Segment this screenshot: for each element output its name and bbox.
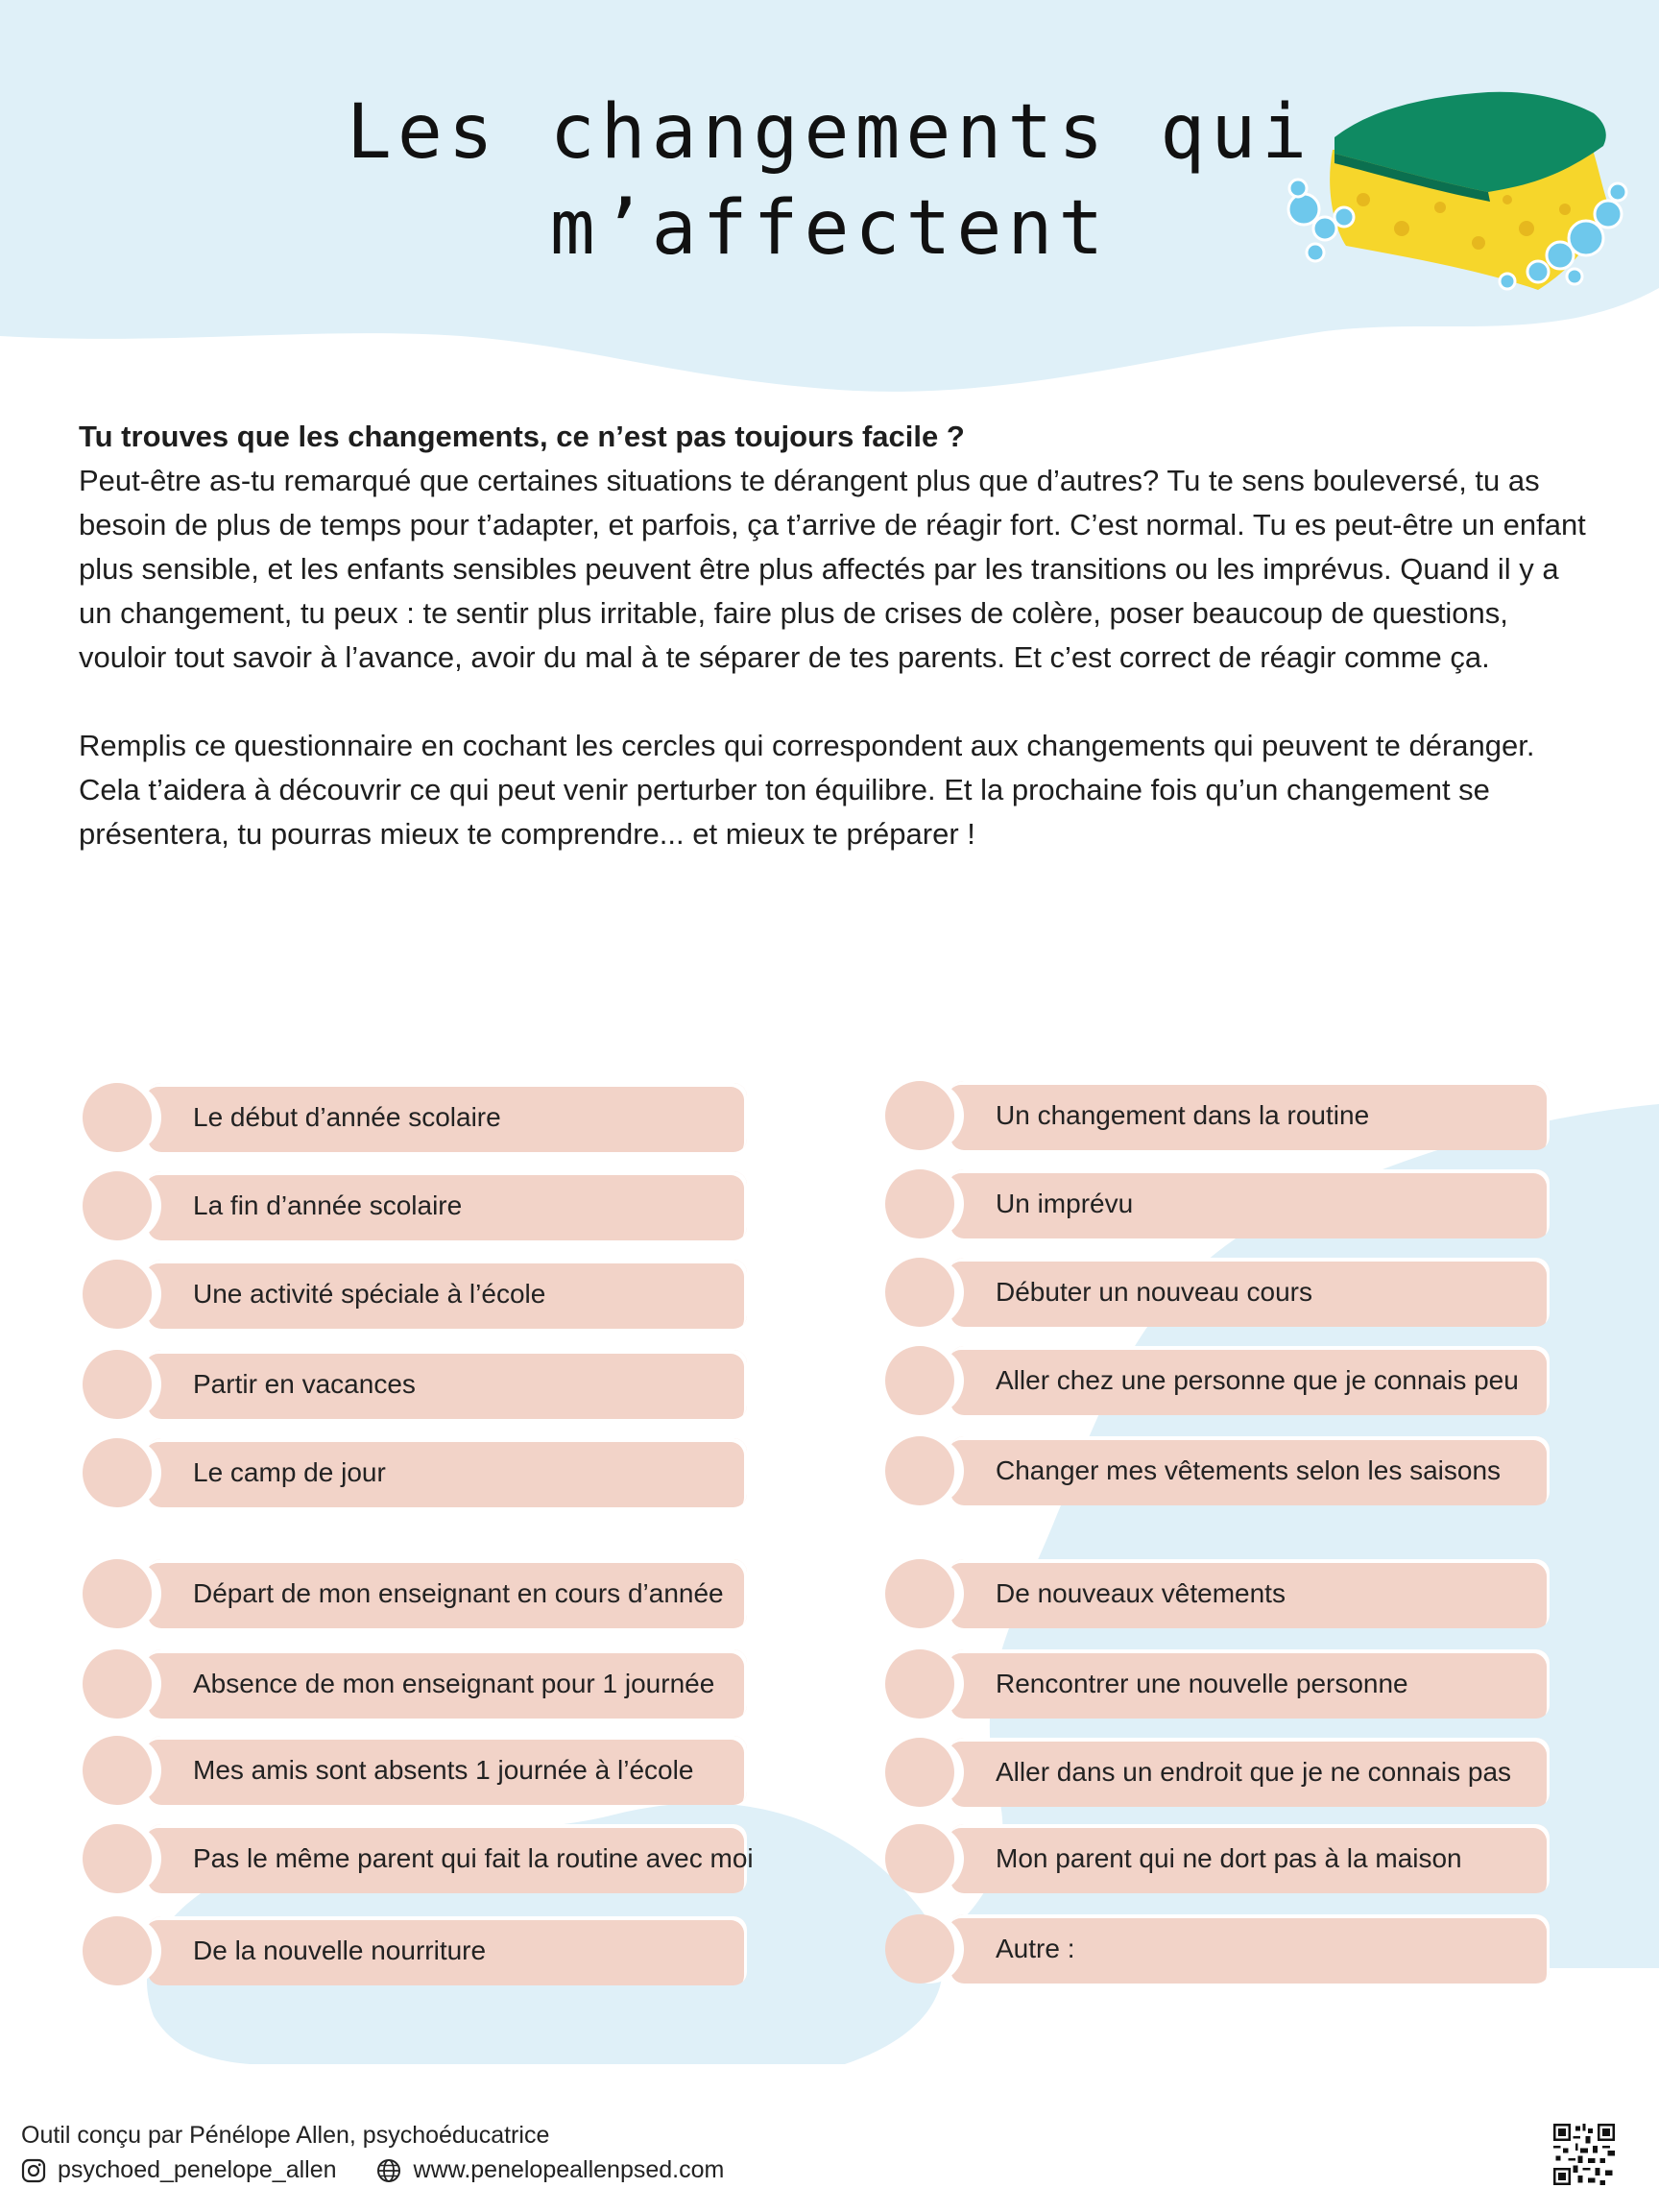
checkbox-circle[interactable] — [83, 1083, 152, 1152]
checklist-item-label: Un imprévu — [996, 1189, 1134, 1218]
checkbox-circle[interactable] — [83, 1171, 152, 1240]
checklist-item[interactable] — [83, 1559, 747, 1628]
title-line-1: Les changements qui — [346, 89, 1313, 176]
checklist-item[interactable] — [885, 1649, 1550, 1719]
checkbox-circle[interactable] — [885, 1436, 954, 1505]
checkbox-circle[interactable] — [885, 1824, 954, 1893]
intro-text — [79, 415, 1596, 856]
checklist-item[interactable] — [885, 1081, 1550, 1150]
checklist-item-label: Rencontrer une nouvelle personne — [996, 1669, 1408, 1698]
checkbox-circle[interactable] — [83, 1260, 152, 1329]
footer-social — [21, 2156, 724, 2184]
checklist-item[interactable] — [885, 1169, 1550, 1238]
checklist-item-label: Aller chez une personne que je connais peu — [996, 1365, 1519, 1395]
qr-code-icon[interactable] — [1553, 2124, 1615, 2185]
checklist-item-label: Mes amis sont absents 1 journée à l’école — [193, 1755, 694, 1785]
page-title — [269, 84, 1390, 276]
checklist-item[interactable] — [83, 1438, 747, 1507]
intro-paragraph-1: Peut-être as-tu remarqué que certaines situations te dérangent plus que d’autres? Tu te sens bouleversé, tu as besoin de plus de temps pour t’adapter, et parfois, ça t’arrive de réagir fort. C’est normal. Tu es peut-être un enfant plus sensible, et les enfants sensibles peuvent être plus affectés par les transitions ou les imprévus. Quand il y a un changement, tu peux : te sentir plus irritable, faire plus de crises de colère, poser beaucoup de questions, vouloir tout savoir à l’avance, avoir du mal à te séparer de tes parents. Et c’est correct de réagir comme ça. — [79, 464, 1586, 674]
checklist-item-label: Pas le même parent qui fait la routine avec moi — [193, 1843, 754, 1873]
checkbox-circle[interactable] — [885, 1738, 954, 1807]
checklist-item[interactable] — [83, 1916, 747, 1985]
checkbox-circle[interactable] — [83, 1438, 152, 1507]
checklist-item[interactable] — [83, 1736, 747, 1805]
checklist-item-label: Un changement dans la routine — [996, 1100, 1370, 1130]
checklist-item-label: De la nouvelle nourriture — [193, 1936, 487, 1965]
checklist-item[interactable] — [885, 1559, 1550, 1628]
checklist-item[interactable] — [83, 1350, 747, 1419]
checkbox-circle[interactable] — [885, 1559, 954, 1628]
checkbox-circle[interactable] — [83, 1559, 152, 1628]
checklist-item[interactable] — [885, 1738, 1550, 1807]
checklist-item-label: Partir en vacances — [193, 1369, 416, 1399]
checklist-item[interactable] — [83, 1649, 747, 1719]
checkbox-circle[interactable] — [83, 1916, 152, 1985]
title-line-2: m’affectent — [549, 185, 1110, 272]
sponge-illustration — [1286, 84, 1632, 296]
checklist-item-label: Le début d’année scolaire — [193, 1102, 501, 1132]
checkbox-circle[interactable] — [885, 1649, 954, 1719]
checklist-item[interactable] — [885, 1914, 1550, 1984]
checklist-item-label: Le camp de jour — [193, 1457, 386, 1487]
checklist-item[interactable] — [83, 1260, 747, 1329]
checkbox-circle[interactable] — [885, 1914, 954, 1984]
checkbox-circle[interactable] — [885, 1258, 954, 1327]
checkbox-circle[interactable] — [83, 1736, 152, 1805]
checklist-item-label: Débuter un nouveau cours — [996, 1277, 1312, 1307]
checklist-item[interactable] — [83, 1824, 754, 1893]
checklist-item[interactable] — [83, 1171, 747, 1240]
intro-paragraph-2: Remplis ce questionnaire en cochant les cercles qui correspondent aux changements qui peuvent te déranger. Cela t’aidera à découvrir ce qui peut venir perturber ton équilibre. Et la prochaine fois qu’un changement se présentera, tu pourras mieux te comprendre... et mieux te préparer ! — [79, 729, 1535, 851]
website-link[interactable]: www.penelopeallenpsed.com — [413, 2156, 725, 2183]
checkbox-circle[interactable] — [83, 1350, 152, 1419]
checkbox-circle[interactable] — [885, 1081, 954, 1150]
globe-icon — [375, 2157, 402, 2184]
checklist-item[interactable] — [83, 1083, 747, 1152]
checkbox-circle[interactable] — [885, 1169, 954, 1238]
checklist-item-label: De nouveaux vêtements — [996, 1578, 1286, 1608]
intro-lead: Tu trouves que les changements, ce n’est pas toujours facile ? — [79, 420, 965, 453]
checklist-item[interactable] — [885, 1436, 1550, 1505]
checklist-item[interactable] — [885, 1824, 1550, 1893]
instagram-icon — [21, 2158, 46, 2183]
checklist-item-label: Aller dans un endroit que je ne connais pas — [996, 1757, 1512, 1787]
checklist-item-label: Une activité spéciale à l’école — [193, 1279, 546, 1309]
checklist-item-label: Changer mes vêtements selon les saisons — [996, 1455, 1502, 1485]
checklist-item-label: Autre : — [996, 1934, 1075, 1963]
checkbox-circle[interactable] — [885, 1346, 954, 1415]
checklist-item-label: Mon parent qui ne dort pas à la maison — [996, 1843, 1462, 1873]
instagram-handle[interactable]: psychoed_penelope_allen — [58, 2156, 337, 2183]
checklist-item-label: Absence de mon enseignant pour 1 journée — [193, 1669, 715, 1698]
checklist-item[interactable] — [885, 1258, 1550, 1327]
checklist-item-label: La fin d’année scolaire — [193, 1190, 463, 1220]
checkbox-circle[interactable] — [83, 1824, 152, 1893]
checkbox-circle[interactable] — [83, 1649, 152, 1719]
checklist-item[interactable] — [885, 1346, 1550, 1415]
checklist-item-label: Départ de mon enseignant en cours d’année — [193, 1578, 724, 1608]
footer-credit: Outil conçu par Pénélope Allen, psychoéducatrice — [21, 2122, 550, 2149]
